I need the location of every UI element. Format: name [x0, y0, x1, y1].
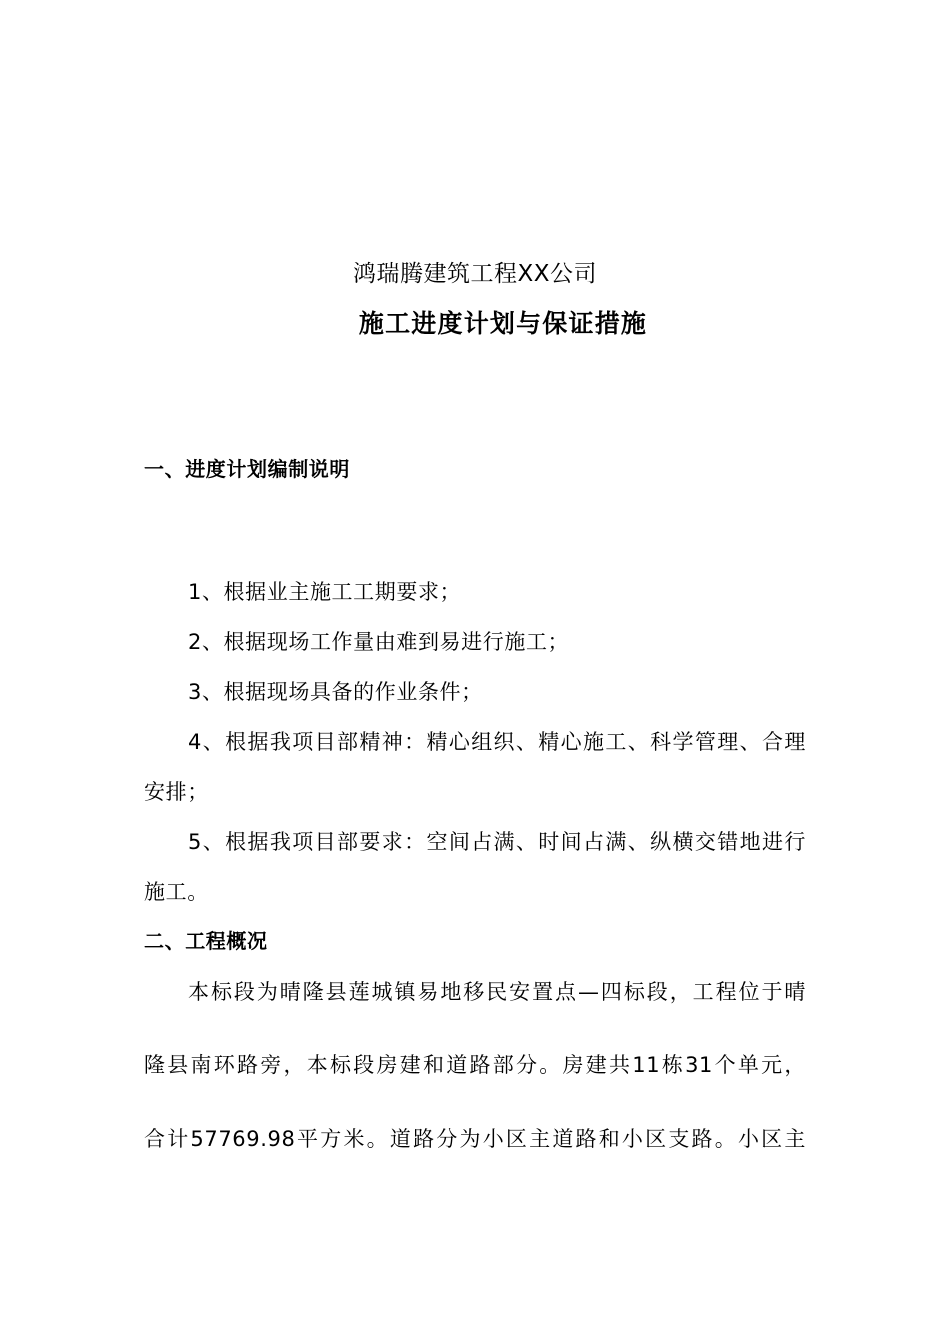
list-item-continuation: 施工。 — [144, 880, 209, 904]
list-item: 3、根据现场具备的作业条件； — [188, 680, 483, 704]
paragraph-line: 隆县南环路旁，本标段房建和道路部分。房建共11栋31个单元， — [144, 1053, 806, 1077]
section-heading-project-overview: 二、工程概况 — [144, 929, 268, 953]
list-item: 4、根据我项目部精神：精心组织、精心施工、科学管理、合理 — [188, 730, 806, 754]
list-item: 2、根据现场工作量由难到易进行施工； — [188, 630, 570, 654]
section-heading-schedule-notes: 一、进度计划编制说明 — [144, 457, 350, 481]
document-title: 施工进度计划与保证措施 — [358, 309, 648, 338]
paragraph-line: 本标段为晴隆县莲城镇易地移民安置点—四标段，工程位于晴 — [188, 980, 806, 1004]
list-item-continuation: 安排； — [144, 780, 209, 804]
list-item: 5、根据我项目部要求：空间占满、时间占满、纵横交错地进行 — [188, 830, 806, 854]
paragraph-line: 合计57769.98平方米。道路分为小区主道路和小区支路。小区主 — [144, 1127, 806, 1151]
company-name: 鸿瑞腾建筑工程XX公司 — [352, 261, 597, 287]
list-item: 1、根据业主施工工期要求； — [188, 580, 462, 604]
